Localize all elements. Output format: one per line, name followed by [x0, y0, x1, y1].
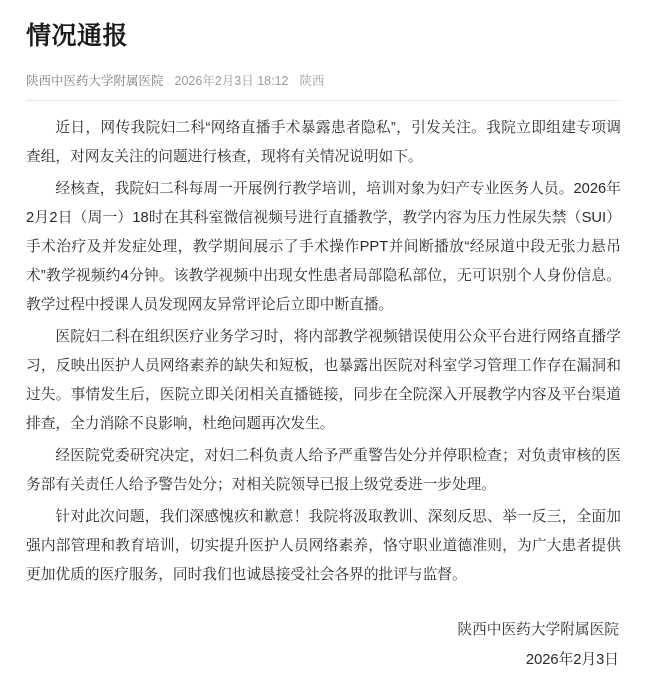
- signature-date: 2026年2月3日: [525, 651, 619, 668]
- article-paragraph: 医院妇二科在组织医疗业务学习时，将内部教学视频错误使用公众平台进行网络直播学习，反映出医护人员网络素养的缺失和短板，也暴露出医院对科室学习管理工作存在漏洞和过失。事情发生后，医院立即关闭相关直播链接，同步在全院深入开展教学内容及平台渠道排查，全力消除不良影响，杜绝问题再次发生。: [26, 328, 621, 432]
- article-paragraph: 经医院党委研究决定，对妇二科负责人给予严重警告处分并停职检查；对负责审核的医务部有关责任人给予警告处分；对相关院领导已报上级党委进一步处理。: [26, 447, 621, 493]
- header-divider: [26, 100, 621, 101]
- article-region: 陕西: [299, 73, 325, 88]
- article-body: [26, 114, 621, 590]
- article-source: 陕西中医药大学附属医院: [26, 73, 164, 88]
- signature-organization: 陕西中医药大学附属医院: [457, 621, 619, 638]
- article-paragraph: 经核查，我院妇二科每周一开展例行教学培训，培训对象为妇产专业医务人员。2026年2月2日（周一）18时在其科室微信视频号进行直播教学，教学内容为压力性尿失禁（SUI）手术治疗及并发症处理，教学期间展示了手术操作PPT并间断播放“经尿道中段无张力悬吊术”教学视频约4分钟。该教学视频中出现女性患者局部隐私部位，无可识别个人身份信息。教学过程中授课人员发现网友异常评论后立即中断直播。: [26, 180, 621, 313]
- article-paragraph: 针对此次问题，我们深感愧疚和歉意！我院将汲取教训、深刻反思、举一反三，全面加强内部管理和教育培训，切实提升医护人员网络素养，恪守职业道德准则，为广大患者提供更加优质的医疗服务，同时我们也诚恳接受社会各界的批评与监督。: [26, 508, 621, 583]
- page-title: 情况通报: [26, 22, 129, 50]
- article-meta: [26, 71, 621, 100]
- article-date: 2026年2月3日 18:12: [174, 73, 289, 88]
- article-signature: [26, 616, 621, 675]
- article-paragraph: 近日，网传我院妇二科“网络直播手术暴露患者隐私”，引发关注。我院立即组建专项调查组，对网友关注的问题进行核查，现将有关情况说明如下。: [26, 119, 621, 165]
